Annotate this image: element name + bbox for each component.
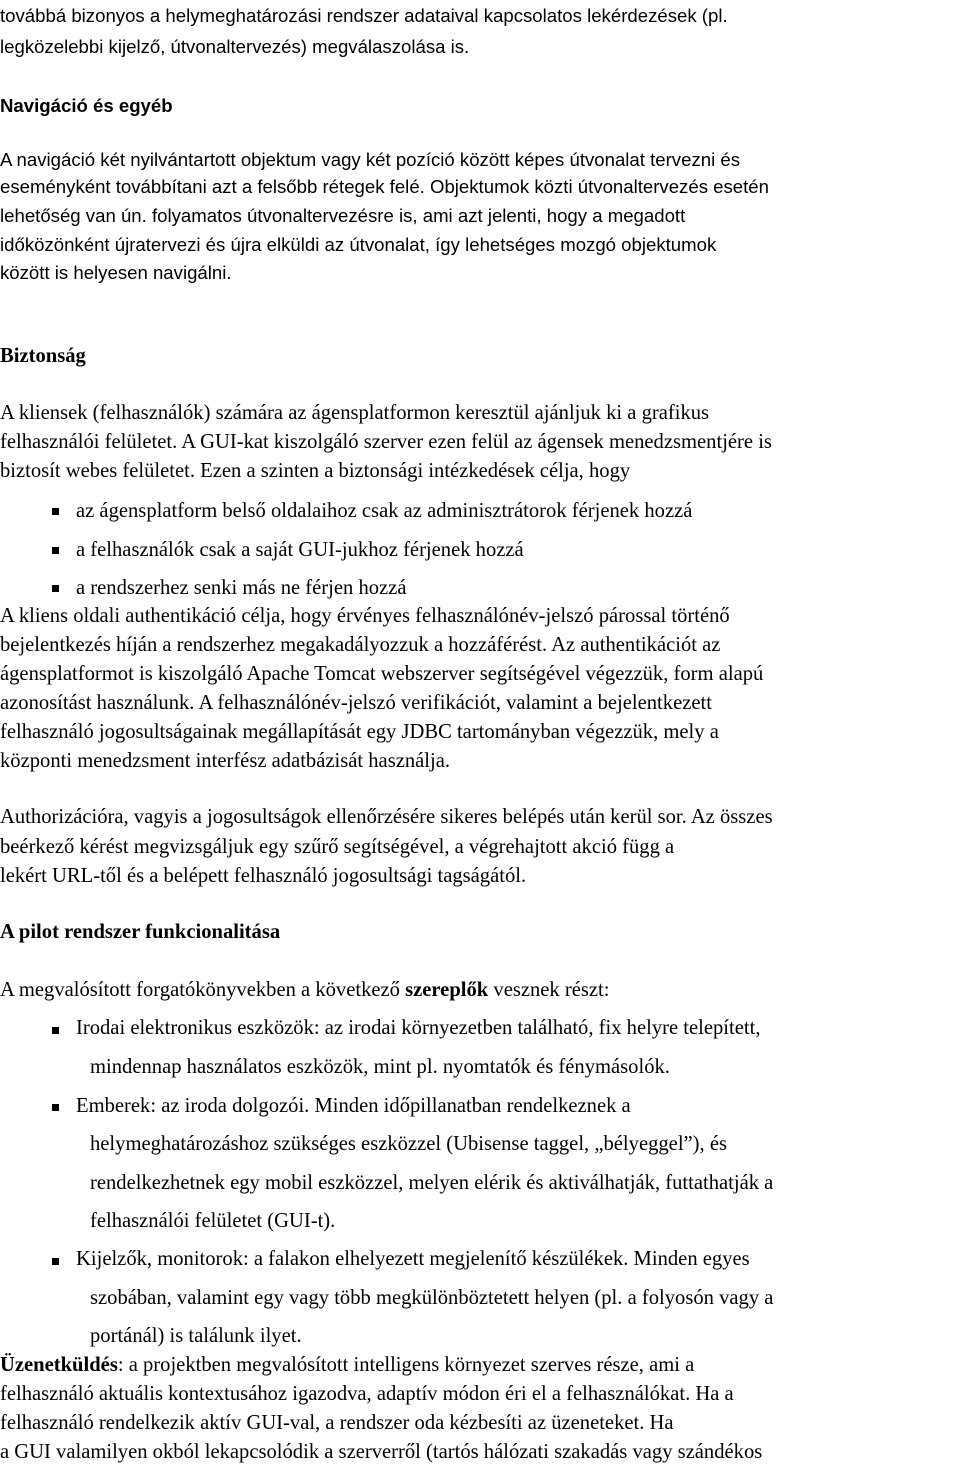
pilot-item-2-line-1: Emberek: az iroda dolgozói. Minden időpillanatban rendelkeznek a xyxy=(76,1095,631,1117)
auth-line-1: A kliens oldali authentikáció célja, hogy érvényes felhasználónév-jelszó párossal történő xyxy=(0,605,730,627)
authz-line-1: Authorizációra, vagyis a jogosultságok ellenőrzésére sikeres belépés után kerül sor. Az összes xyxy=(0,806,773,828)
auth-line-4: azonosítást használunk. A felhasználónév-jelszó verifikációt, valamint a bejelentkezett xyxy=(0,692,712,714)
security-bullet-1: az ágensplatform belső oldalaihoz csak az adminisztrátorok férjenek hozzá xyxy=(76,500,693,522)
messaging-line-2: felhasználó aktuális kontextusához igazodva, adaptív módon éri el a felhasználókat. Ha a xyxy=(0,1383,734,1405)
messaging-term: Üzenetküldés xyxy=(0,1354,118,1376)
navigation-line-5: között is helyesen navigálni. xyxy=(0,262,232,283)
messaging-line-4: a GUI valamilyen okból lekapcsolódik a szerverről (tartós hálózati szakadás vagy szándékos xyxy=(0,1441,763,1463)
navigation-line-3: lehetőség van ún. folyamatos útvonaltervezésre is, ami azt jelenti, hogy a megadott xyxy=(0,205,686,226)
navigation-line-2: eseményként továbbítani azt a felsőbb rétegek felé. Objektumok közti útvonaltervezés esetén xyxy=(0,176,769,197)
pilot-item-1-line-2: mindennap használatos eszközök, mint pl. nyomtatók és fénymásolók. xyxy=(90,1056,670,1078)
pilot-item-2-line-2: helymeghatározáshoz szükséges eszközzel (Ubisense taggel, „bélyeggel”), és xyxy=(90,1133,727,1155)
pilot-item-2-line-4: felhasználói felületet (GUI-t). xyxy=(90,1210,336,1232)
bullet-square-icon xyxy=(52,1104,59,1111)
navigation-heading: Navigáció és egyéb xyxy=(0,95,173,116)
authz-line-2: beérkező kérést megvizsgáljuk egy szűrő segítségével, a végrehajtott akció függ a xyxy=(0,836,675,858)
security-line-1: A kliensek (felhasználók) számára az ágensplatformon keresztül ajánljuk ki a grafikus xyxy=(0,402,710,424)
pilot-item-1-line-1: Irodai elektronikus eszközök: az irodai környezetben található, fix helyre telepített, xyxy=(76,1017,761,1039)
bullet-square-icon xyxy=(52,508,59,515)
auth-line-2: bejelentkezés híján a rendszerhez megakadályozzuk a hozzáférést. Az authentikációt az xyxy=(0,634,721,656)
authz-line-3: lekért URL-től és a belépett felhasználó jogosultsági tagságától. xyxy=(0,865,527,887)
bullet-square-icon xyxy=(52,547,59,554)
intro-line-1: továbbá bizonyos a helymeghatározási rendszer adataival kapcsolatos lekérdezések (pl. xyxy=(0,5,728,26)
security-bullet-2: a felhasználók csak a saját GUI-jukhoz férjenek hozzá xyxy=(76,539,524,561)
navigation-line-4: időközönként újratervezi és újra elküldi az útvonalat, így lehetséges mozgó objektumok xyxy=(0,234,717,255)
auth-line-6: központi menedzsment interfész adatbázisát használja. xyxy=(0,750,451,772)
navigation-line-1: A navigáció két nyilvántartott objektum vagy két pozíció között képes útvonalat tervezni és xyxy=(0,149,741,170)
pilot-heading: A pilot rendszer funkcionalitása xyxy=(0,921,281,943)
auth-line-3: ágensplatformot is kiszolgáló Apache Tomcat webszerver segítségével végezzük, form alapú xyxy=(0,663,764,685)
security-line-2: felhasználói felületet. A GUI-kat kiszolgáló szerver ezen felül az ágensek menedzsmentjére is xyxy=(0,431,772,453)
pilot-item-3-line-2: szobában, valamint egy vagy több megkülönböztetett helyen (pl. a folyosón vagy a xyxy=(90,1287,774,1309)
security-line-3: biztosít webes felületet. Ezen a szinten a biztonsági intézkedések célja, hogy xyxy=(0,460,631,482)
bullet-square-icon xyxy=(52,1027,59,1034)
intro-line-2: legközelebbi kijelző, útvonaltervezés) megválaszolása is. xyxy=(0,36,470,57)
pilot-intro-emphasis: szereplők xyxy=(405,979,489,1001)
pilot-item-3-line-1: Kijelzők, monitorok: a falakon elhelyezett megjelenítő készülékek. Minden egyes xyxy=(76,1248,750,1270)
security-heading: Biztonság xyxy=(0,345,86,367)
messaging-line-1: Üzenetküldés: a projektben megvalósított intelligens környezet szerves része, ami a xyxy=(0,1354,695,1376)
pilot-item-3-line-3: portánál) is találunk ilyet. xyxy=(90,1325,302,1347)
pilot-intro: A megvalósított forgatókönyvekben a következő szereplők vesznek részt: xyxy=(0,979,610,1001)
bullet-square-icon xyxy=(52,1258,59,1265)
bullet-square-icon xyxy=(52,585,59,592)
security-bullet-3: a rendszerhez senki más ne férjen hozzá xyxy=(76,577,407,599)
pilot-item-2-line-3: rendelkezhetnek egy mobil eszközzel, melyen elérik és aktiválhatják, futtathatják a xyxy=(90,1172,774,1194)
auth-line-5: felhasználó jogosultságainak megállapítását egy JDBC tartományban végezzük, mely a xyxy=(0,721,719,743)
messaging-line-3: felhasználó rendelkezik aktív GUI-val, a rendszer oda kézbesíti az üzeneteket. Ha xyxy=(0,1412,674,1434)
